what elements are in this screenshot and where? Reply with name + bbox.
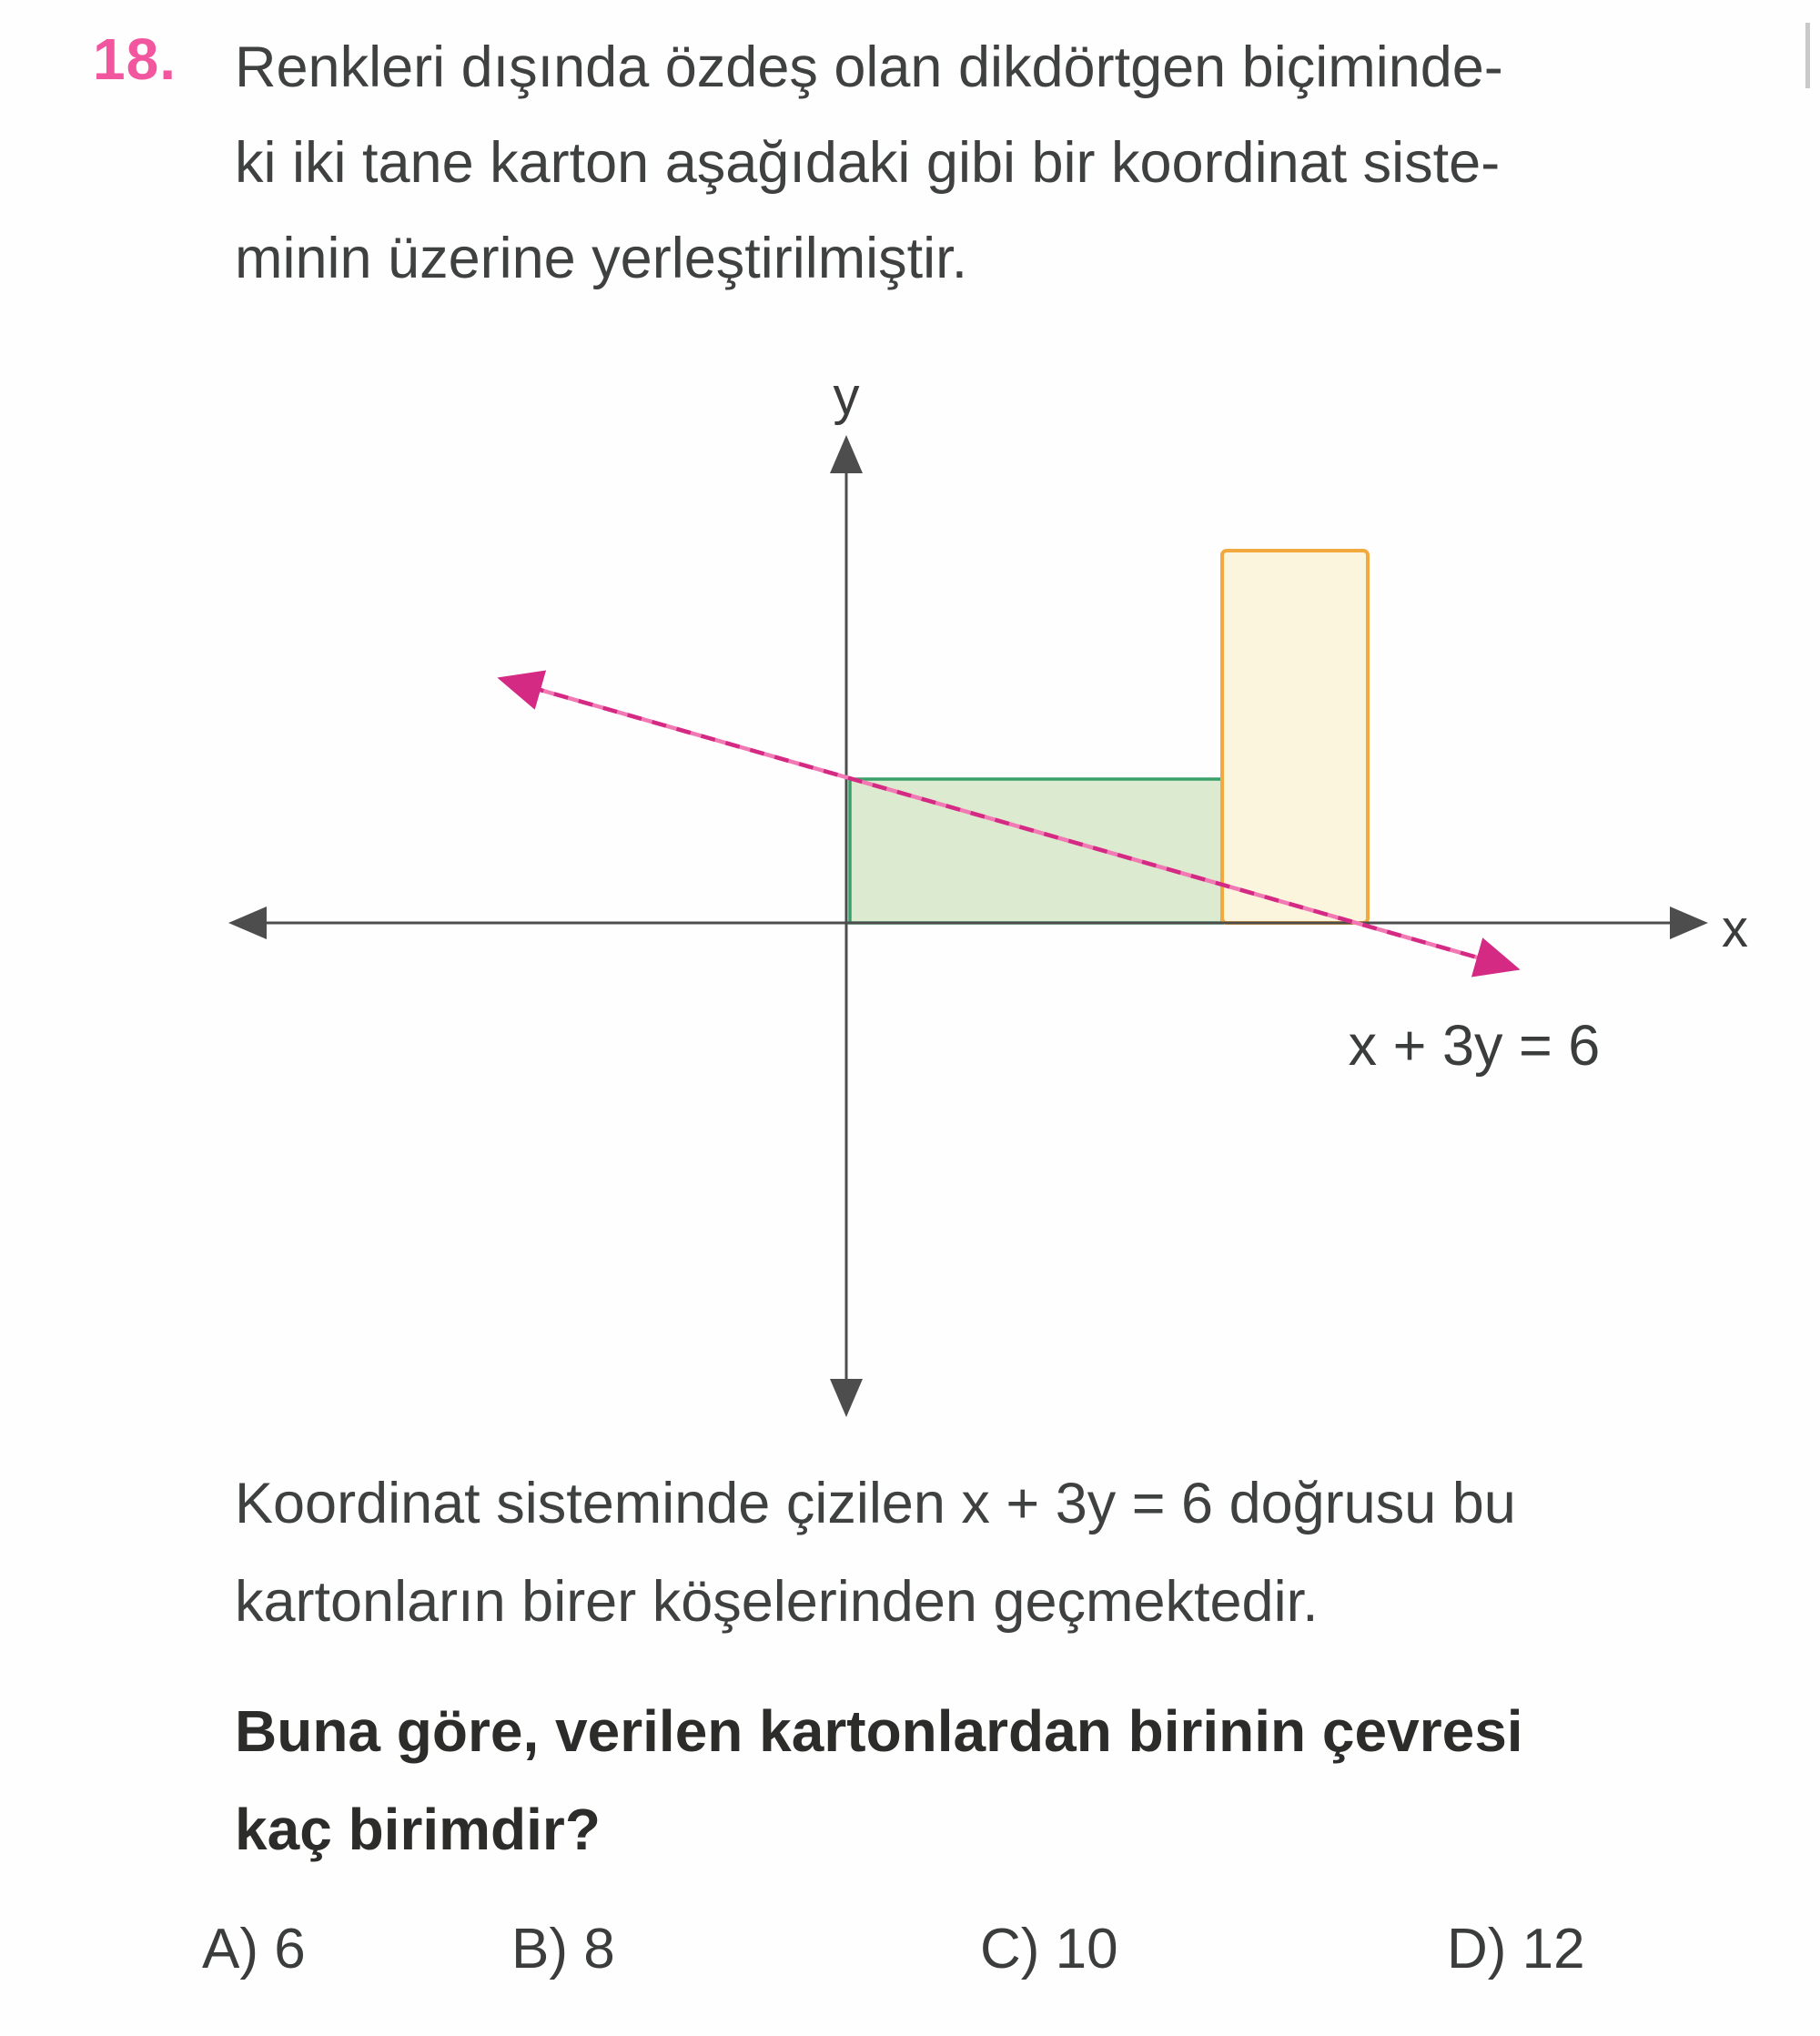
question-prompt-line: Buna göre, verilen kartonlardan birinin çevresi [235,1698,1523,1764]
question-text-line: ki iki tane karton aşağıdaki gibi bir koordinat siste- [235,131,1501,195]
option-b: B) 8 [511,1918,615,1980]
option-d: D) 12 [1447,1918,1585,1980]
description-text-line: Koordinat sisteminde çizilen x + 3y = 6 doğrusu bu [235,1472,1516,1535]
y-axis-label: y [833,367,860,426]
yellow-card [1222,551,1368,923]
option-a: A) 6 [202,1918,306,1980]
question-text-line: Renkleri dışında özdeş olan dikdörtgen biçiminde- [235,35,1503,99]
question-number: 18. [93,26,177,92]
line-equation-label: x + 3y = 6 [1348,1014,1601,1078]
description-text [235,1454,1516,1651]
x-axis-label: x [1722,899,1748,958]
scan-artifact [1805,23,1810,88]
coordinate-diagram [182,337,1774,1456]
green-card [850,779,1222,923]
question-text-line: minin üzerine yerleştirilmiştir. [235,227,968,290]
description-text-line: kartonların birer köşelerinden geçmektedir. [235,1570,1319,1634]
answer-options [0,1917,1820,1990]
question-text [235,20,1503,307]
question-prompt [235,1682,1523,1879]
question-prompt-line: kaç birimdir? [235,1797,601,1862]
option-c: C) 10 [980,1918,1118,1980]
